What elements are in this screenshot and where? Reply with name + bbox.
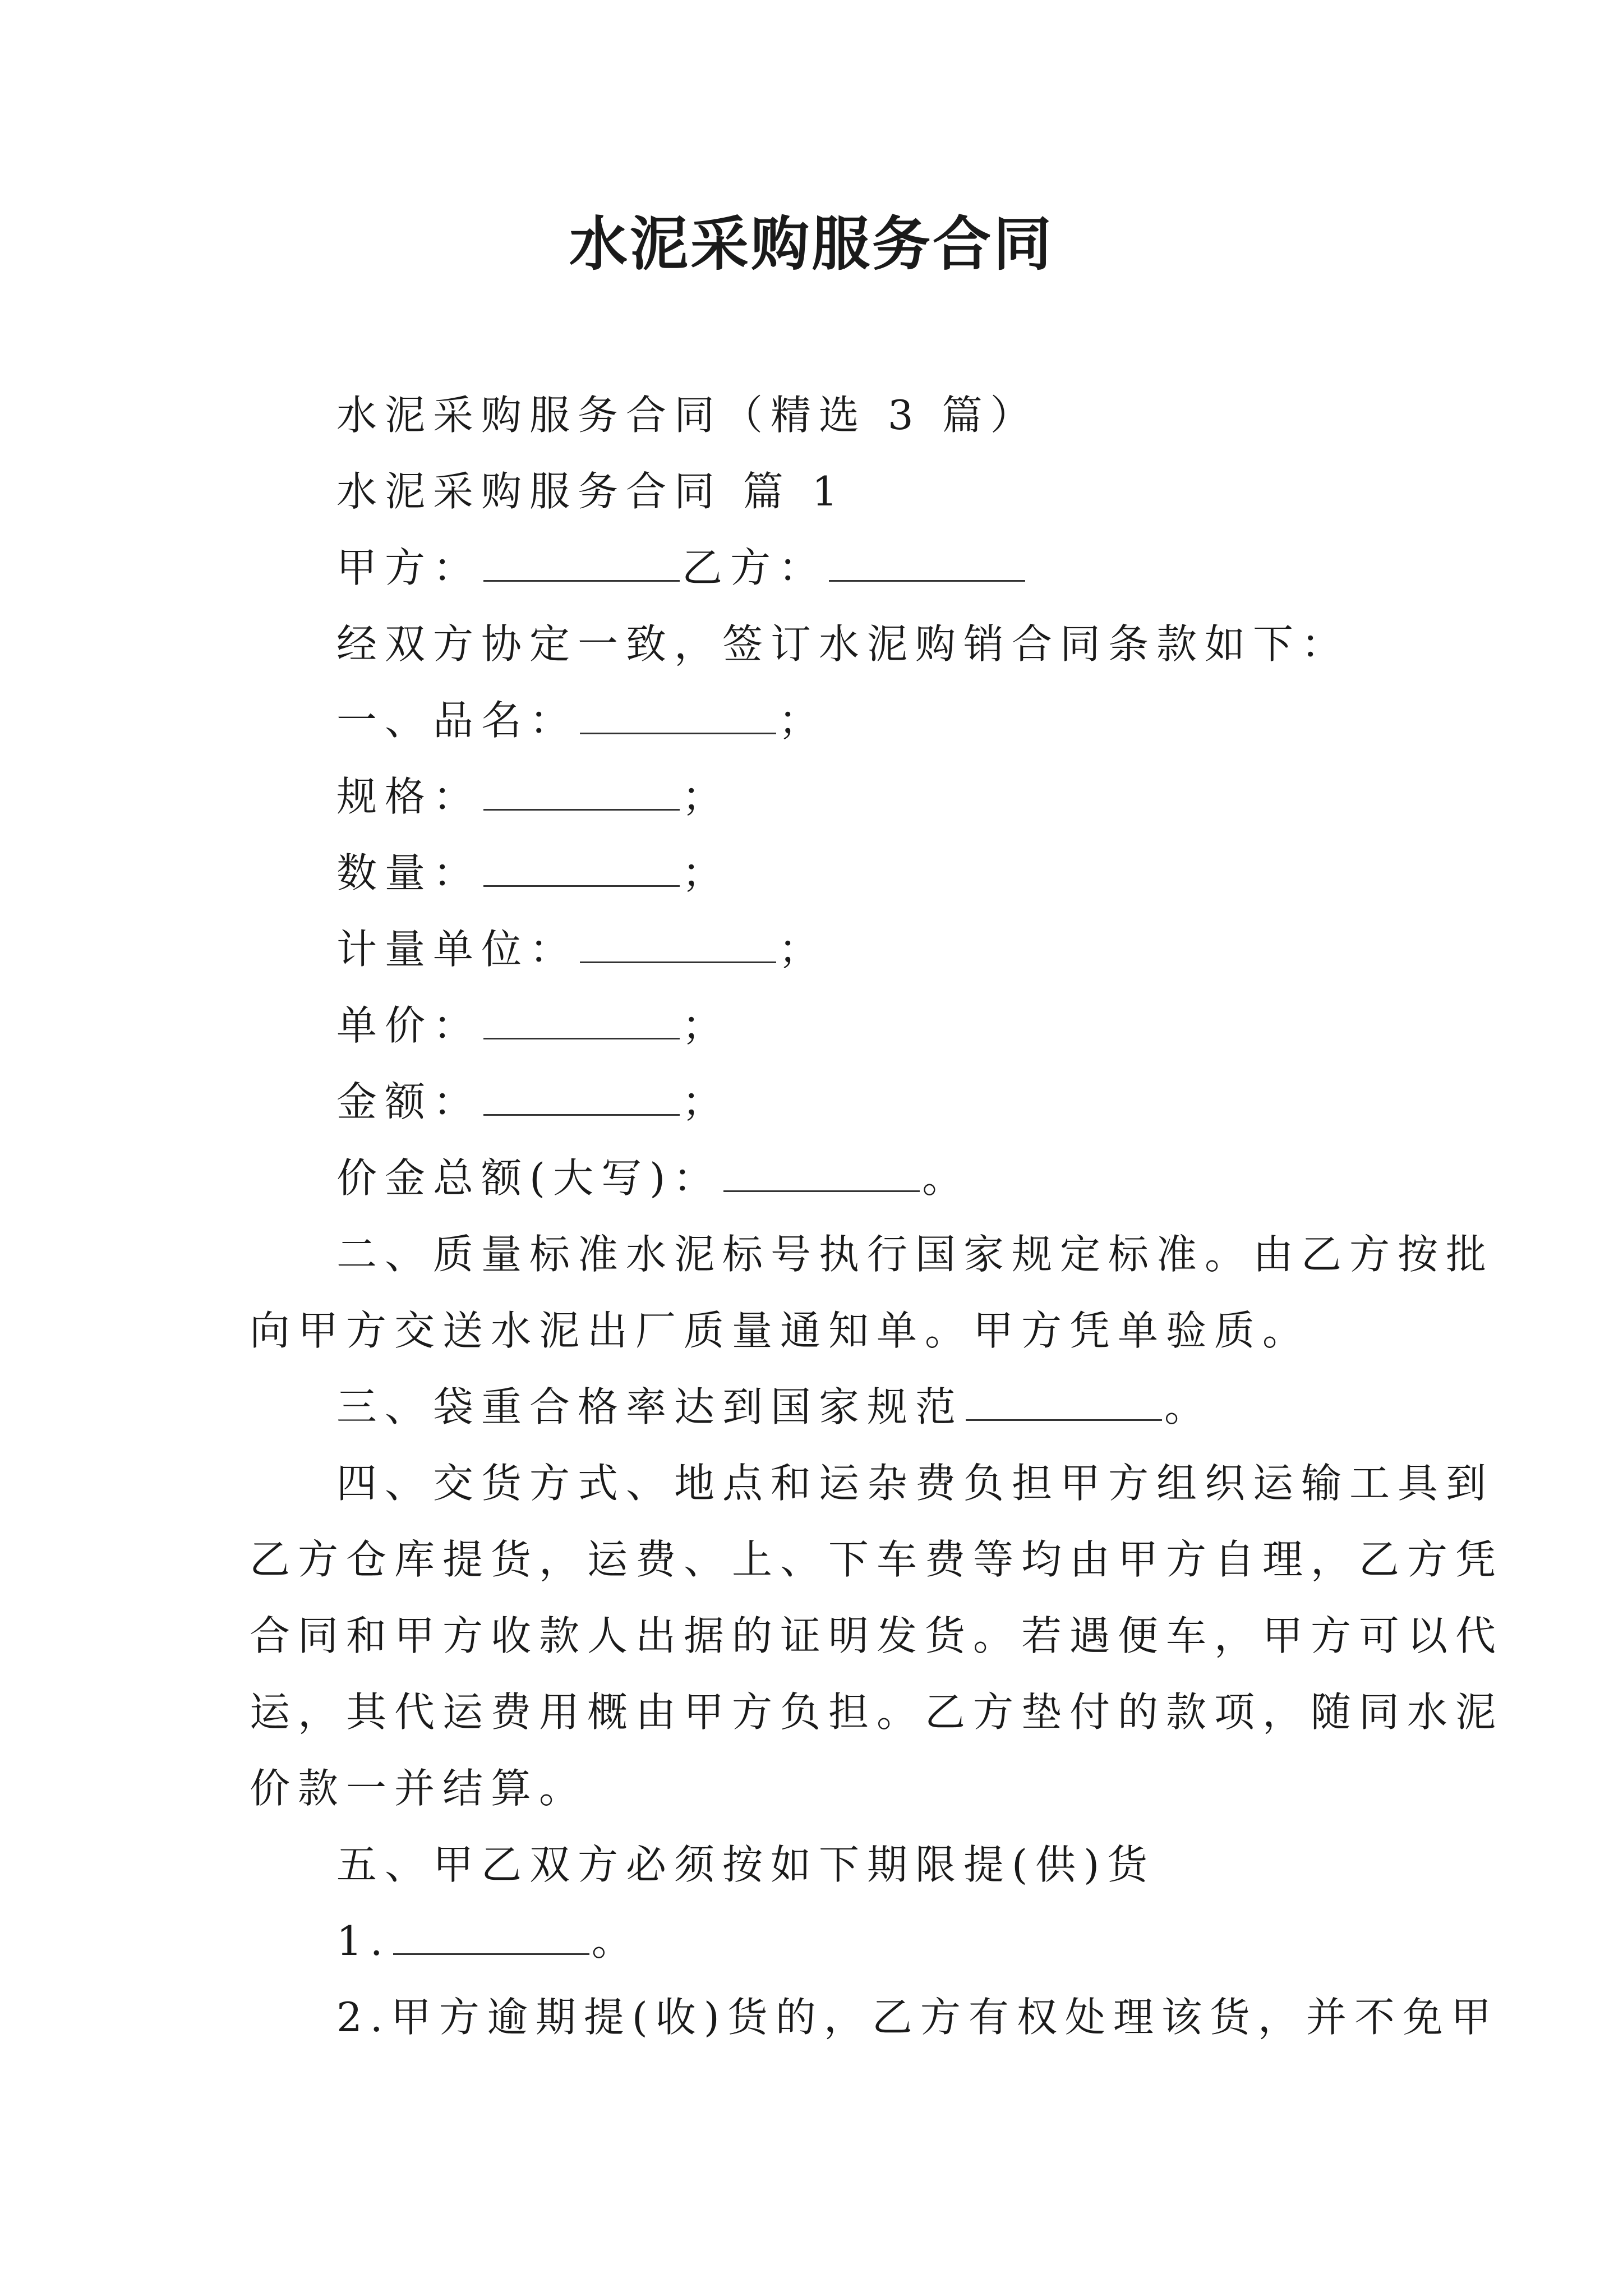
clause3-blank (966, 1384, 1162, 1421)
item-name-label: 一、品名： (336, 697, 578, 744)
unit-price-semicolon: ； (682, 1002, 731, 1049)
quantity-label: 数量： (336, 849, 482, 896)
spec-semicolon: ； (682, 773, 731, 820)
clause2-line2: 向甲方交送水泥出厂质量通知单。甲方凭单验质。 (250, 1307, 1311, 1354)
unit-price-blank (483, 1003, 680, 1039)
spec-line (336, 769, 730, 825)
item-name-semicolon: ； (778, 697, 827, 744)
clause5-item1-period: 。 (591, 1917, 640, 1964)
party-a-blank (483, 545, 680, 582)
amount-semicolon: ； (682, 1078, 731, 1125)
unit-price-label: 单价： (336, 1002, 482, 1049)
intro-text: 经双方协定一致，签订水泥购销合同条款如下： (336, 620, 1350, 668)
clause2-line1: 二、质量标准水泥标号执行国家规定标准。由乙方按批 (336, 1231, 1495, 1278)
clause3-label: 三、袋重合格率达到国家规范 (336, 1383, 964, 1430)
unit-line (336, 921, 827, 977)
parties-line (336, 540, 1027, 596)
unit-price-line (336, 997, 730, 1053)
spec-label: 规格： (336, 773, 482, 820)
clause5-item1 (336, 1913, 640, 1969)
clause5-item1-label: 1. (336, 1917, 391, 1964)
amount-line (336, 1074, 730, 1130)
party-a-label: 甲方： (336, 544, 482, 591)
amount-label: 金额： (336, 1078, 482, 1125)
party-b-label: 乙方： (682, 544, 827, 591)
clause3-period: 。 (1164, 1383, 1213, 1430)
clause4-line3: 合同和甲方收款人出据的证明发货。若遇便车，甲方可以代 (250, 1612, 1504, 1659)
document-title: 水泥采购服务合同 (569, 209, 1054, 278)
item-name-blank (580, 698, 776, 734)
clause3-line (336, 1379, 1212, 1435)
clause4-line4: 运，其代运费用概由甲方负担。乙方垫付的款项，随同水泥 (250, 1688, 1504, 1736)
total-blank (723, 1156, 920, 1192)
party-b-blank (829, 545, 1025, 582)
document-subtitle: 水泥采购服务合同（精选 3 篇） (336, 392, 1039, 439)
clause4-line2: 乙方仓库提货，运费、上、下车费等均由甲方自理，乙方凭 (250, 1536, 1504, 1583)
total-period: 。 (922, 1154, 971, 1202)
unit-label: 计量单位： (336, 926, 578, 973)
unit-blank (580, 927, 776, 963)
clause4-line5: 价款一并结算。 (250, 1765, 588, 1812)
unit-semicolon: ； (778, 926, 827, 973)
clause5-item1-blank (393, 1918, 589, 1955)
amount-blank (483, 1079, 680, 1116)
total-line (336, 1150, 970, 1206)
quantity-blank (483, 850, 680, 887)
total-label: 价金总额(大写)： (336, 1154, 722, 1202)
quantity-line (336, 845, 730, 901)
clause4-line1: 四、交货方式、地点和运杂费负担甲方组织运输工具到 (336, 1460, 1495, 1507)
clause5-heading: 五、甲乙双方必须按如下期限提(供)货 (336, 1841, 1156, 1888)
quantity-semicolon: ； (682, 849, 731, 896)
item-name-line (336, 692, 827, 748)
clause5-item2: 2.甲方逾期提(收)货的，乙方有权处理该货，并不免甲 (336, 1994, 1499, 2041)
section-heading: 水泥采购服务合同 篇 1 (336, 468, 846, 515)
spec-blank (483, 774, 680, 811)
